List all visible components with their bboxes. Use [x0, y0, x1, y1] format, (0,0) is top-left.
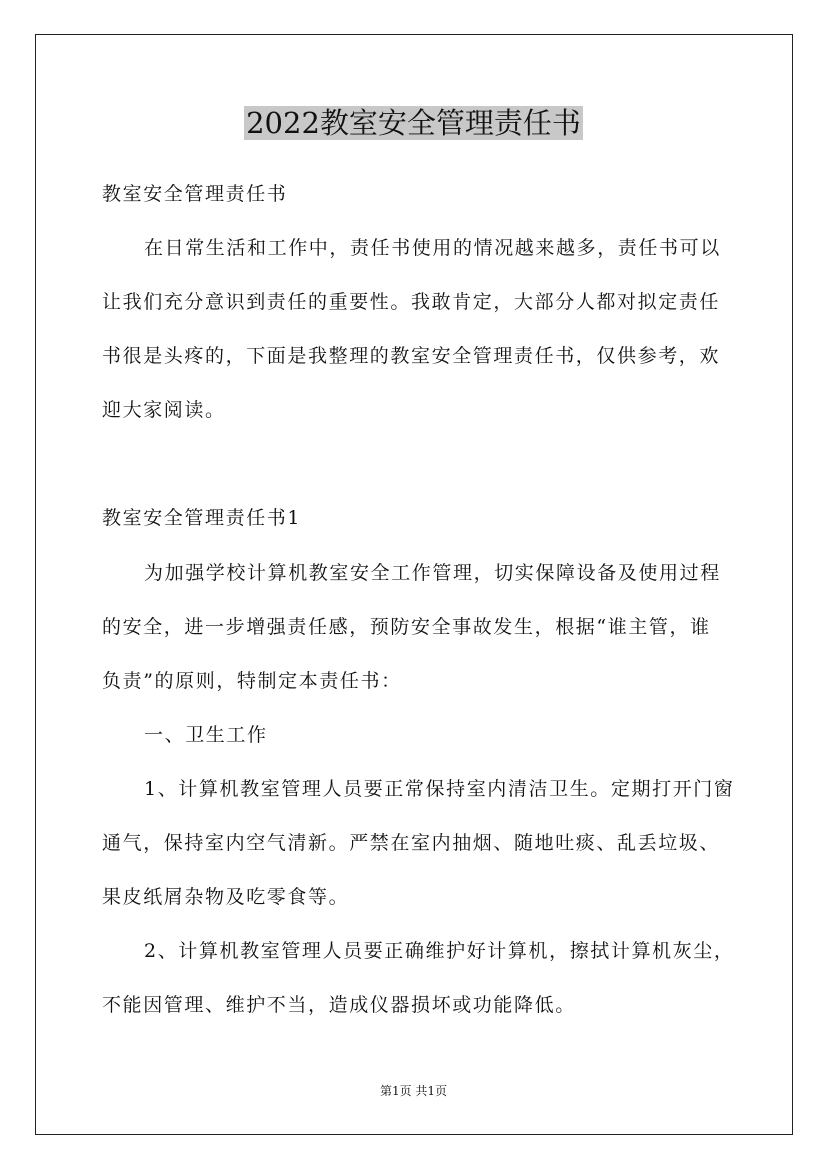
subsection-heading: 一、卫生工作 — [144, 724, 268, 746]
paragraph-line: 为加强学校计算机教室安全工作管理，切实保障设备及使用过程 — [144, 562, 721, 584]
paragraph-line: 让我们充分意识到责任的重要性。我敢肯定，大部分人都对拟定责任 — [102, 291, 721, 313]
document-title: 2022教室安全管理责任书 — [246, 106, 581, 140]
paragraph-line: 负责”的原则，特制定本责任书： — [102, 670, 402, 692]
paragraph-line: 书很是头疼的，下面是我整理的教室安全管理责任书，仅供参考，欢 — [102, 345, 721, 367]
paragraph-line: 果皮纸屑杂物及吃零食等。 — [102, 886, 350, 908]
paragraph-line: 不能因管理、维护不当，造成仪器损坏或功能降低。 — [102, 994, 576, 1016]
intro-heading: 教室安全管理责任书 — [102, 183, 288, 205]
paragraph-line: 的安全，进一步增强责任感，预防安全事故发生，根据“谁主管，谁 — [102, 616, 711, 638]
section-heading: 教室安全管理责任书1 — [102, 507, 302, 529]
paragraph-line: 1、计算机教室管理人员要正常保持室内清洁卫生。定期打开门窗 — [144, 778, 735, 800]
paragraph-line: 迎大家阅读。 — [102, 399, 226, 421]
page-number-footer: 第1页 共1页 — [379, 1084, 448, 1098]
paragraph-line: 在日常生活和工作中，责任书使用的情况越来越多，责任书可以 — [144, 237, 721, 259]
paragraph-line: 2、计算机教室管理人员要正确维护好计算机，擦拭计算机灰尘， — [144, 940, 735, 962]
paragraph-line: 通气，保持室内空气清新。严禁在室内抽烟、随地吐痰、乱丢垃圾、 — [102, 832, 721, 854]
